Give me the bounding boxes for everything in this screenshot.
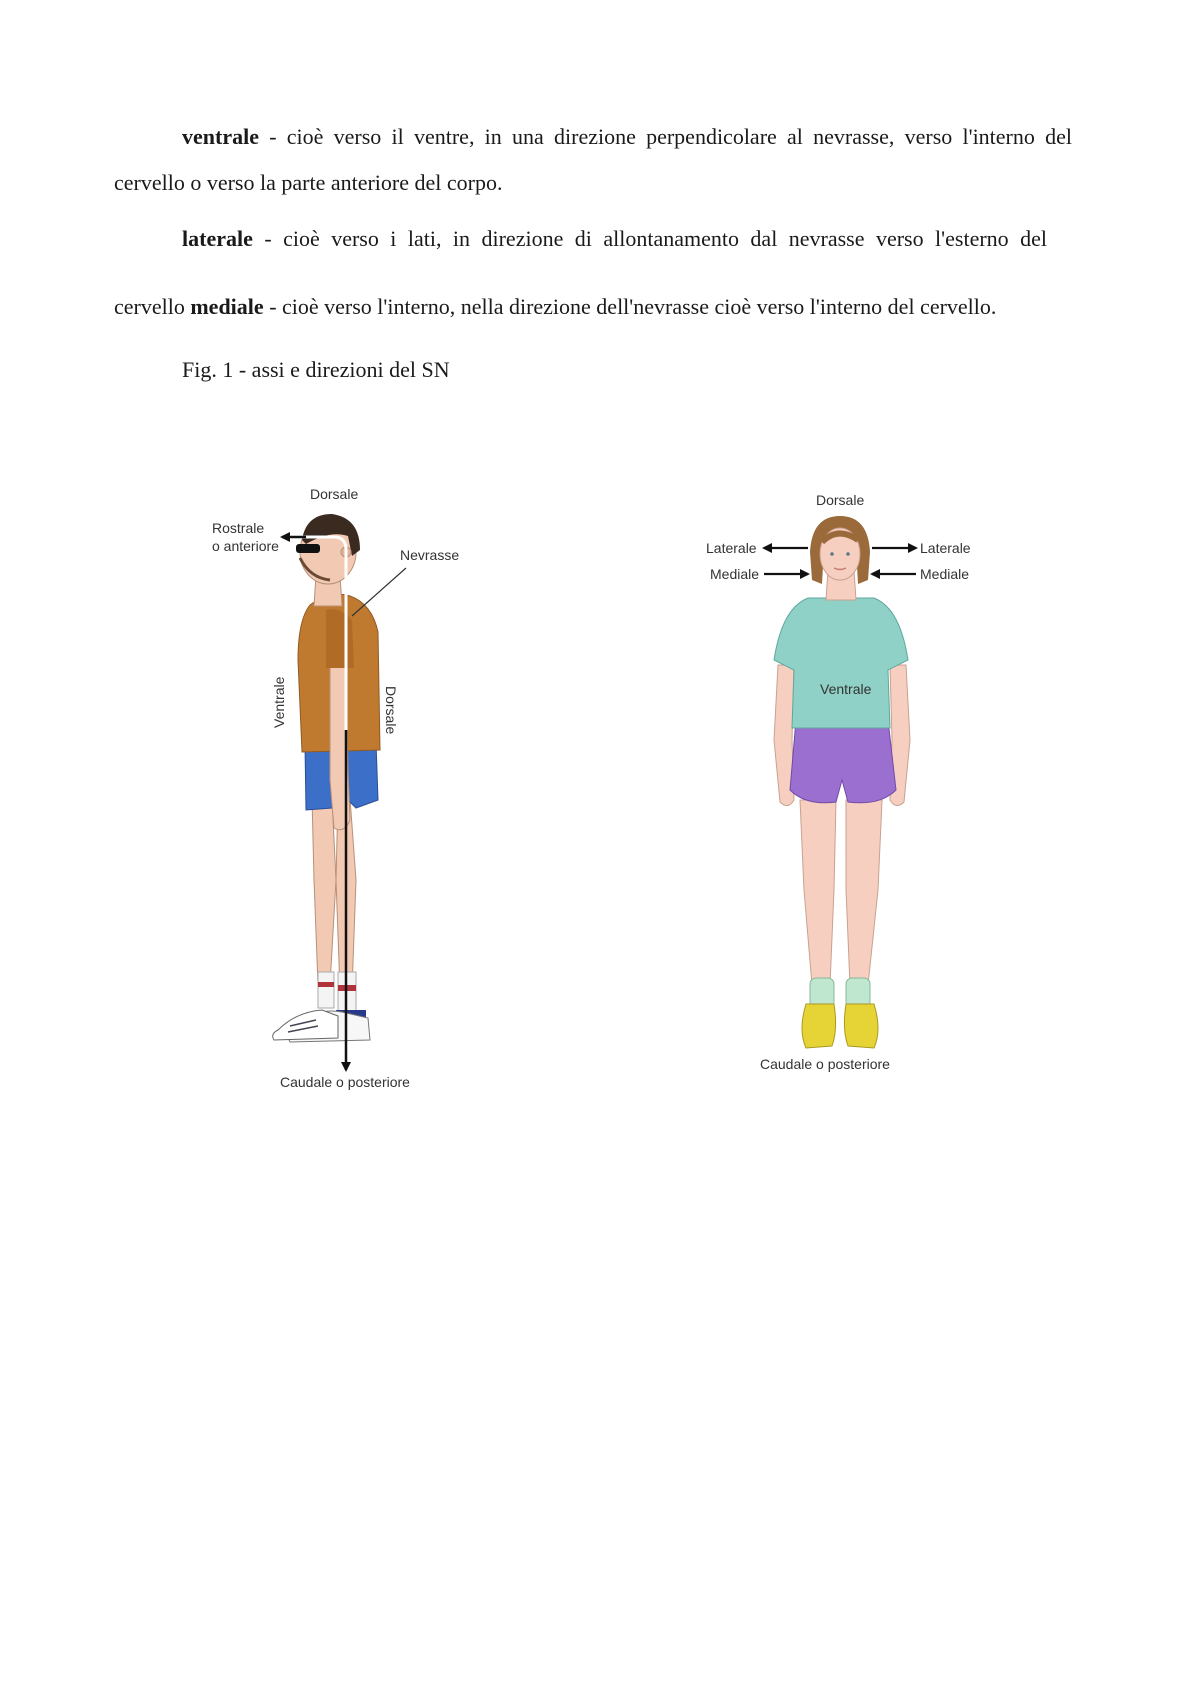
- figure-caption: Fig. 1 - assi e direzioni del SN: [182, 357, 450, 382]
- male-front-leg: [312, 798, 336, 985]
- ventrale-text-line2: cervello o verso la parte anteriore del corpo.: [114, 170, 503, 195]
- label-nevrasse: Nevrasse: [400, 547, 460, 563]
- label-dorsale-right: Dorsale: [816, 492, 865, 508]
- laterale-text: - cioè verso i lati, in direzione di allontanamento dal nevrasse verso l'esterno del: [252, 226, 1047, 251]
- label-caudale-right: Caudale o posteriore: [760, 1056, 890, 1072]
- term-laterale: laterale: [182, 226, 253, 251]
- ventrale-text: - cioè verso il ventre, in una direzione perpendicolare al nevrasse, verso l'interno del: [258, 124, 1072, 149]
- male-sock-front: [318, 972, 334, 1008]
- female-eye-right: [846, 552, 850, 556]
- female-shirt: [774, 598, 908, 728]
- mediale-prefix: cervello: [114, 294, 191, 319]
- label-ventrale-side: Ventrale: [271, 676, 287, 728]
- female-right-leg: [846, 800, 882, 985]
- female-left-leg: [800, 800, 836, 985]
- mediale-text: - cioè verso l'interno, nella direzione dell'nevrasse cioè verso l'interno del cervello.: [263, 294, 997, 319]
- label-caudale-left: Caudale o posteriore: [280, 1074, 410, 1090]
- label-mediale-left: Mediale: [710, 566, 760, 582]
- male-sock-stripe-front: [318, 982, 334, 987]
- female-shoe-right: [844, 1004, 878, 1048]
- label-laterale-left: Laterale: [706, 540, 757, 556]
- female-shorts: [790, 720, 896, 803]
- label-mediale-right: Mediale: [920, 566, 970, 582]
- term-ventrale: ventrale: [182, 124, 259, 149]
- label-dorsale-side: Dorsale: [383, 686, 399, 735]
- term-mediale: mediale: [190, 294, 264, 319]
- label-dorsale-top-left: Dorsale: [310, 486, 359, 502]
- nevrasse-pointer-line: [352, 568, 406, 616]
- label-laterale-right: Laterale: [920, 540, 971, 556]
- label-ventrale-front: Ventrale: [820, 681, 872, 697]
- female-shoe-left: [802, 1004, 836, 1048]
- male-shoe-front: [273, 1010, 338, 1040]
- label-anteriore: o anteriore: [212, 538, 279, 554]
- label-rostrale: Rostrale: [212, 520, 265, 536]
- male-side-figure: [273, 514, 380, 1042]
- female-front-figure: [774, 516, 910, 1048]
- male-sleeve: [326, 609, 354, 668]
- female-eye-left: [830, 552, 834, 556]
- male-sunglasses: [296, 544, 320, 553]
